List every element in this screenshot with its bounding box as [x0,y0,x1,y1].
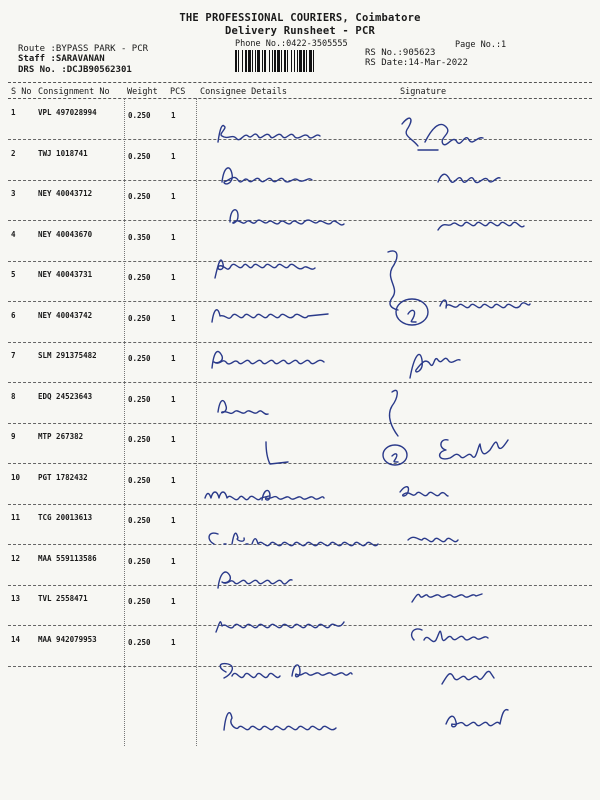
route-label: Route :BYPASS PARK - PCR [18,44,149,54]
consignment-number: SLM 291375482 [38,351,97,360]
consignment-number: MAA 942079953 [38,634,97,644]
row-weight: 0.250 [128,435,151,444]
row-weight: 0.250 [128,556,151,566]
row-sno: 13 [11,594,21,603]
row-weight: 0.250 [128,273,151,282]
row-pcs: 1 [171,111,176,120]
consignment-number: PGT 1782432 [38,472,88,482]
row-pcs: 1 [171,637,176,647]
consignment-number: EDQ 24523643 [38,391,93,401]
consignment-number: MTP 267382 [38,432,84,441]
row-pcs: 1 [171,435,176,444]
row-pcs: 1 [171,313,176,323]
row-weight: 0.250 [128,192,151,201]
col-consignee: Consignee Details [200,87,287,97]
row-weight: 0.250 [128,111,151,120]
col-sno: S No [11,87,32,97]
row-sno: 14 [11,634,21,644]
consignment-number: VPL 497028994 [38,108,97,117]
consignment-number: TVL 2558471 [38,594,88,603]
col-weight: Weight [127,87,158,97]
drs-number: DRS No. :DCJB90562301 [18,65,132,75]
consignment-number: TCG 20013613 [38,513,93,522]
row-weight: 0.350 [128,232,151,242]
row-sno: 5 [11,270,16,279]
row-sno: 6 [11,310,16,320]
row-pcs: 1 [171,394,176,404]
consignment-number: NEY 40043742 [38,310,93,320]
row-weight: 0.250 [128,516,151,525]
consignment-number: NEY 40043731 [38,270,93,279]
row-sno: 8 [11,391,16,401]
row-weight: 0.250 [128,354,151,363]
company-title: THE PROFESSIONAL COURIERS, Coimbatore [179,12,421,24]
row-pcs: 1 [171,597,176,606]
row-weight: 0.250 [128,394,151,404]
row-sno: 2 [11,148,16,158]
col-consignment: Consignment No [38,87,110,97]
row-sno: 12 [11,553,21,563]
document-title: Delivery Runsheet - PCR [225,25,375,37]
consignment-number: NEY 40043670 [38,229,93,239]
row-sno: 11 [11,513,21,522]
row-sno: 7 [11,351,16,360]
row-pcs: 1 [171,192,176,201]
row-weight: 0.250 [128,597,151,606]
row-sno: 1 [11,108,16,117]
consignment-number: MAA 559113586 [38,553,97,563]
page-number: Page No.:1 [455,40,507,50]
col-signature: Signature [400,87,447,97]
phone-number: Phone No.:0422-3505555 [235,39,348,49]
row-weight: 0.250 [128,151,151,161]
staff-label: Staff :SARAVANAN [18,54,105,64]
consignment-number: NEY 40043712 [38,189,93,198]
row-pcs: 1 [171,273,176,282]
row-pcs: 1 [171,354,176,363]
consignment-number: TWJ 1018741 [38,148,88,158]
row-sno: 4 [11,229,16,239]
rs-number: RS No.:905623 [365,48,436,58]
rs-date: RS Date:14-Mar-2022 [365,58,468,68]
row-weight: 0.250 [128,475,151,485]
row-pcs: 1 [171,475,176,485]
row-sno: 10 [11,472,21,482]
row-sno: 9 [11,432,16,441]
row-sno: 3 [11,189,16,198]
row-pcs: 1 [171,151,176,161]
row-pcs: 1 [171,556,176,566]
row-pcs: 1 [171,232,176,242]
row-weight: 0.250 [128,637,151,647]
col-pcs: PCS [170,87,186,97]
row-pcs: 1 [171,516,176,525]
row-weight: 0.250 [128,313,151,323]
